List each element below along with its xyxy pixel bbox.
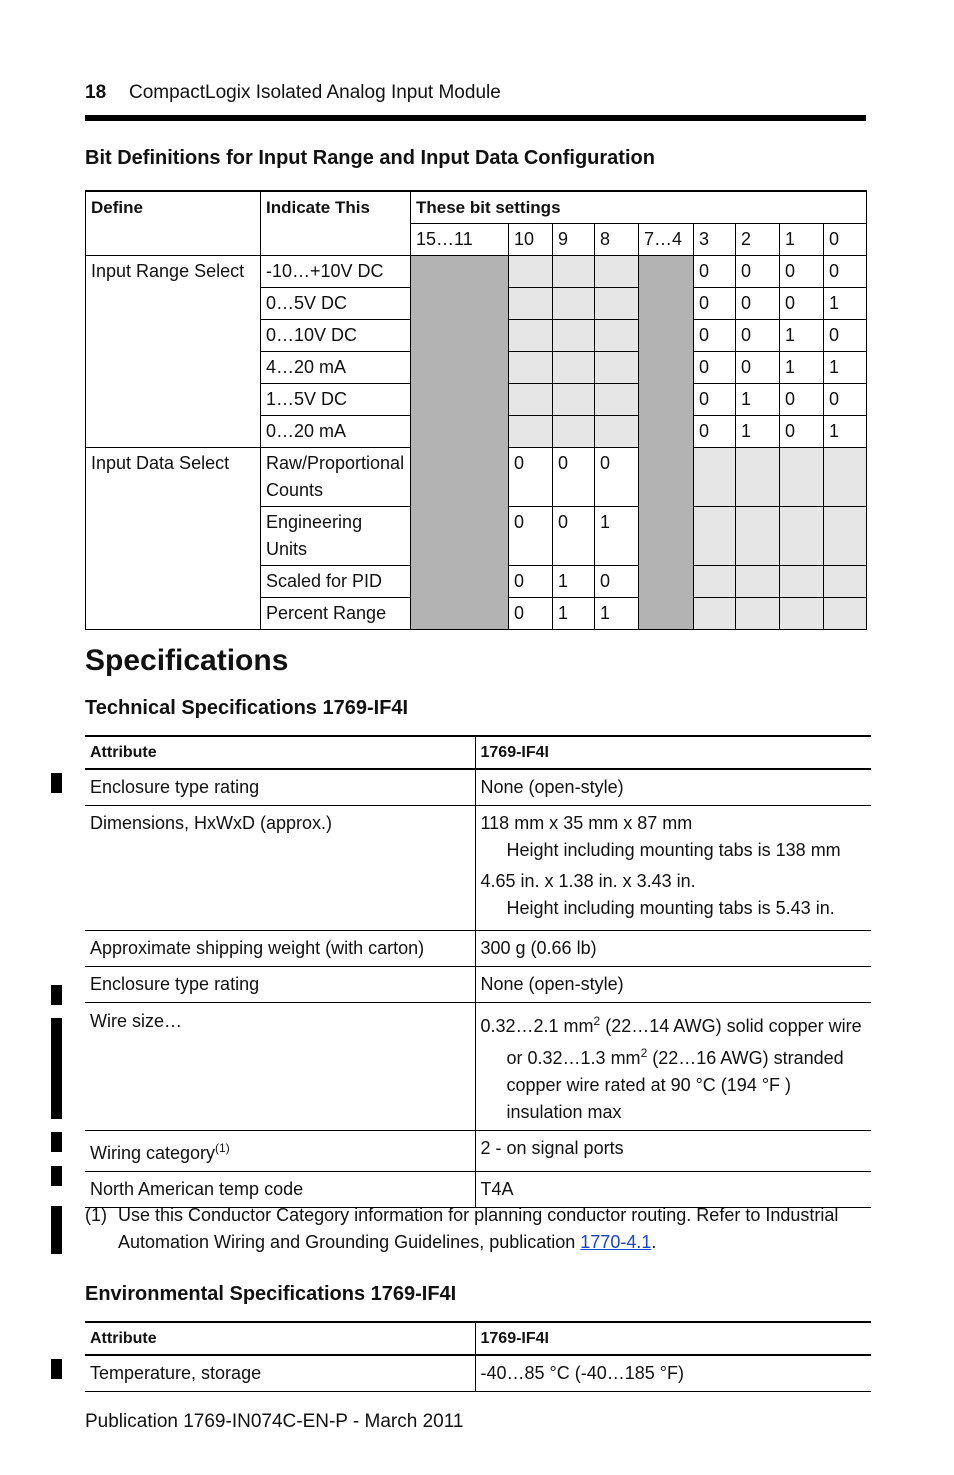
row-label: -10…+10V DC: [261, 256, 411, 288]
unused-cell: [553, 384, 595, 416]
bit-definitions-table: [85, 190, 867, 630]
unused-cell: [736, 507, 780, 566]
bit-col-3: 3: [694, 224, 736, 256]
unused-cell: [824, 507, 867, 566]
unused-cell: [780, 448, 824, 507]
bit-value: 1: [736, 384, 780, 416]
page-footer: Publication 1769-IN074C-EN-P - March 2011: [85, 1411, 464, 1432]
row-label: 0…20 mA: [261, 416, 411, 448]
spec-attribute: Temperature, storage: [85, 1355, 475, 1392]
spec-value: [475, 1003, 871, 1131]
bit-value: 0: [595, 566, 639, 598]
unused-cell: [780, 566, 824, 598]
unused-cell: [595, 288, 639, 320]
bit-value: 0: [736, 256, 780, 288]
bit-value: 0: [736, 320, 780, 352]
header-rule: [85, 115, 866, 121]
bit-value: 0: [694, 384, 736, 416]
bit-value: 0: [509, 566, 553, 598]
unused-cell: [736, 566, 780, 598]
spec-value: None (open-style): [475, 967, 871, 1003]
bit-value: 0: [824, 256, 867, 288]
bit-col-1: 1: [780, 224, 824, 256]
bit-col-7-4: 7…4: [639, 224, 694, 256]
table-row: [85, 931, 871, 967]
unused-cell: [509, 288, 553, 320]
unused-cell: [509, 416, 553, 448]
unused-cell: [595, 256, 639, 288]
change-bar: [51, 1132, 62, 1152]
specifications-title: Specifications: [85, 644, 289, 677]
bit-value: 0: [824, 320, 867, 352]
unused-cell: [509, 320, 553, 352]
unused-cell: [736, 598, 780, 630]
bit-col-2: 2: [736, 224, 780, 256]
spec-value: -40…85 °C (-40…185 °F): [475, 1355, 871, 1392]
row-label: Scaled for PID: [261, 566, 411, 598]
col-indicate-header: Indicate This: [261, 191, 411, 256]
dimension-imperial-note: Height including mounting tabs is 5.43 in.: [506, 898, 835, 918]
bit-col-10: 10: [509, 224, 553, 256]
page-header: [85, 82, 865, 106]
page-number: 18: [85, 82, 107, 103]
table-row: [85, 769, 871, 806]
spec-attribute-text: Wiring category: [90, 1143, 216, 1163]
bit-value: 1: [595, 507, 639, 566]
unused-cell: [780, 598, 824, 630]
spec-attribute: Enclosure type rating: [85, 769, 475, 806]
bit-col-15-11: 15…11: [411, 224, 509, 256]
footnote-text: Use this Conductor Category information for planning conductor routing. Refer to Industrial Automation Wiring and Grounding Guidelines, publication: [118, 1205, 839, 1252]
bit-value: 1: [553, 598, 595, 630]
bit-col-0: 0: [824, 224, 867, 256]
unused-cell: [824, 598, 867, 630]
bit-value: 0: [694, 416, 736, 448]
environmental-specs-heading: Environmental Specifications 1769-IF4I: [85, 1283, 457, 1305]
reserved-bits-15-11: [411, 256, 509, 630]
col-model-header: 1769-IF4I: [475, 736, 871, 769]
spec-attribute: Wire size…: [85, 1003, 475, 1131]
unused-cell: [553, 320, 595, 352]
bit-table-heading: Bit Definitions for Input Range and Input Data Configuration: [85, 147, 655, 169]
unused-cell: [694, 566, 736, 598]
bit-value: 1: [824, 416, 867, 448]
bit-value: 0: [824, 384, 867, 416]
table-row: [85, 967, 871, 1003]
bit-value: 1: [553, 566, 595, 598]
bit-value: 0: [736, 288, 780, 320]
superscript: 2: [640, 1046, 648, 1060]
row-label: Engineering Units: [261, 507, 411, 566]
row-label: 0…5V DC: [261, 288, 411, 320]
row-label: 4…20 mA: [261, 352, 411, 384]
unused-cell: [694, 448, 736, 507]
unused-cell: [509, 384, 553, 416]
bit-col-8: 8: [595, 224, 639, 256]
bit-value: 0: [780, 384, 824, 416]
wire-size-stranded-text: or 0.32…1.3 mm: [506, 1048, 641, 1068]
footnote-number: (1): [85, 1205, 107, 1225]
unused-cell: [509, 352, 553, 384]
footnote-body: [118, 1202, 845, 1256]
bit-value: 0: [780, 288, 824, 320]
bit-value: 0: [553, 448, 595, 507]
change-bar: [51, 1206, 62, 1254]
dimension-imperial: 4.65 in. x 1.38 in. x 3.43 in.: [480, 871, 696, 891]
unused-cell: [736, 448, 780, 507]
wire-size-stranded: [481, 1040, 867, 1126]
table-row: [86, 256, 867, 288]
change-bar: [51, 985, 62, 1005]
bit-value: 0: [694, 288, 736, 320]
col-define-header: Define: [86, 191, 261, 256]
unused-cell: [595, 320, 639, 352]
change-bar: [51, 1166, 62, 1186]
bit-value: 1: [780, 320, 824, 352]
row-label: Raw/Proportional Counts: [261, 448, 411, 507]
wire-size-stranded-text-end: (22…16 AWG) stranded copper wire rated at 90 °C (194 °F ) insulation max: [506, 1048, 844, 1122]
col-attribute-header: Attribute: [85, 1322, 475, 1355]
bit-value: 1: [736, 416, 780, 448]
unused-cell: [694, 507, 736, 566]
footnote-end: .: [651, 1232, 657, 1252]
table-row: [85, 1355, 871, 1392]
wire-size-solid-text: 0.32…2.1 mm: [480, 1016, 594, 1036]
bit-value: 0: [780, 416, 824, 448]
unused-cell: [553, 256, 595, 288]
bit-value: 0: [694, 320, 736, 352]
row-label: 1…5V DC: [261, 384, 411, 416]
document-title: CompactLogix Isolated Analog Input Module: [129, 82, 501, 103]
bit-value: 0: [694, 352, 736, 384]
unused-cell: [694, 598, 736, 630]
spec-value: 300 g (0.66 lb): [475, 931, 871, 967]
unused-cell: [824, 566, 867, 598]
spec-attribute: Approximate shipping weight (with carton): [85, 931, 475, 967]
superscript: 2: [593, 1014, 601, 1028]
change-bar: [51, 773, 62, 793]
technical-specs-table: [85, 735, 871, 1208]
col-model-header: 1769-IF4I: [475, 1322, 871, 1355]
unused-cell: [595, 384, 639, 416]
unused-cell: [509, 256, 553, 288]
table-row: [85, 806, 871, 931]
spec-value: [475, 806, 871, 931]
table-row: [85, 1131, 871, 1172]
group-input-range-select: Input Range Select: [86, 256, 261, 448]
spec-value: T4A: [475, 1172, 871, 1208]
wire-size-solid: [481, 1008, 867, 1040]
technical-specs-heading: Technical Specifications 1769-IF4I: [85, 697, 409, 719]
change-bar: [51, 1018, 62, 1119]
bit-value: 0: [780, 256, 824, 288]
bit-value: 0: [736, 352, 780, 384]
change-bar: [51, 1359, 62, 1379]
spec-attribute: North American temp code: [85, 1172, 475, 1208]
unused-cell: [595, 416, 639, 448]
spec-attribute: [85, 1131, 475, 1172]
unused-cell: [595, 352, 639, 384]
bit-col-9: 9: [553, 224, 595, 256]
wire-size-solid-text-end: (22…14 AWG) solid copper wire: [600, 1016, 862, 1036]
unused-cell: [553, 416, 595, 448]
col-attribute-header: Attribute: [85, 736, 475, 769]
dimension-metric-note: Height including mounting tabs is 138 mm: [506, 840, 841, 860]
col-bits-header: These bit settings: [411, 191, 867, 224]
row-label: 0…10V DC: [261, 320, 411, 352]
bit-value: 0: [509, 598, 553, 630]
reserved-bits-7-4: [639, 256, 694, 630]
bit-value: 1: [780, 352, 824, 384]
spec-attribute: Dimensions, HxWxD (approx.): [85, 806, 475, 931]
unused-cell: [553, 352, 595, 384]
dimension-metric: 118 mm x 35 mm x 87 mm: [480, 813, 693, 833]
bit-value: 1: [824, 352, 867, 384]
bit-value: 0: [509, 448, 553, 507]
bit-value: 0: [694, 256, 736, 288]
bit-value: 1: [595, 598, 639, 630]
bit-value: 0: [595, 448, 639, 507]
bit-value: 1: [824, 288, 867, 320]
unused-cell: [553, 288, 595, 320]
spec-value: None (open-style): [475, 769, 871, 806]
unused-cell: [824, 448, 867, 507]
spec-value: 2 - on signal ports: [475, 1131, 871, 1172]
table-row: [85, 1003, 871, 1131]
unused-cell: [780, 507, 824, 566]
footnote-ref: (1): [215, 1141, 230, 1155]
environmental-specs-table: [85, 1321, 871, 1392]
bit-value: 0: [509, 507, 553, 566]
spec-attribute: Enclosure type rating: [85, 967, 475, 1003]
bit-value: 0: [553, 507, 595, 566]
footnote: [85, 1202, 845, 1256]
group-input-data-select: Input Data Select: [86, 448, 261, 630]
publication-link[interactable]: 1770-4.1: [580, 1232, 652, 1252]
row-label: Percent Range: [261, 598, 411, 630]
